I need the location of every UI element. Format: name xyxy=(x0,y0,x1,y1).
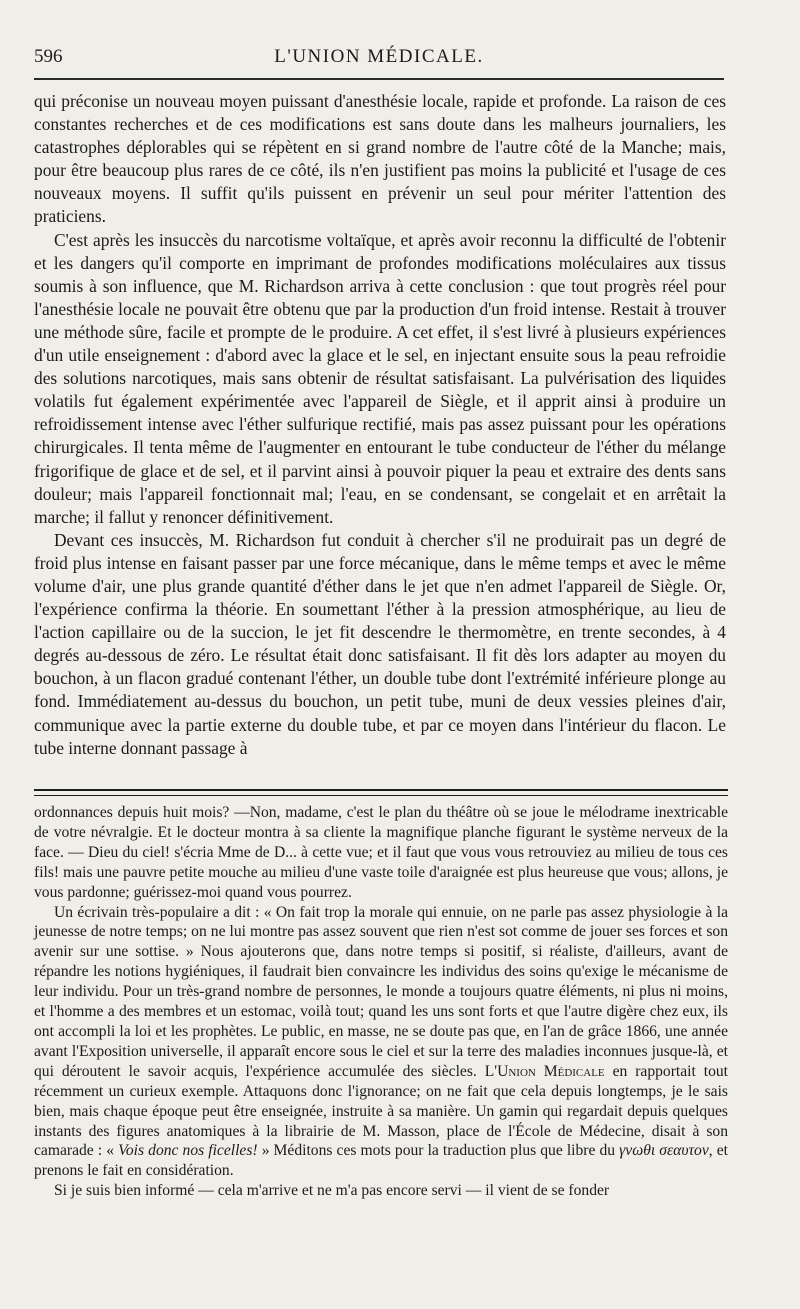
greek-phrase: γνωθι σεαυτον xyxy=(619,1142,709,1160)
running-header xyxy=(34,46,724,72)
article-paragraph: Devant ces insuccès, M. Richardson fut conduit à chercher s'il ne produirait pas un degré de froid plus intense en faisant passer par une force mécanique, dans le même temps et avec le même volume d'air, une plus grande quantité d'éther dans le jet que n'en admet l'appareil de Siègle. Or, l'expérience confirma la théorie. En soumettant l'éther à la pression atmosphérique, au lieu de l'action capillaire ou de la succion, le jet fit descendre le thermomètre, en trente secondes, à 4 degrés au-dessous de zéro. Le résultat était donc satisfaisant. Il fit dès lors adapter au moyen du bouchon, à un flacon gradué contenant l'éther, un double tube dont l'extrémité inférieure plonge au fond. Immédiatement au-dessus du bouchon, un petit tube, muni de deux vessies pleines d'air, communique avec la partie externe du double tube, et par ce moyen dans l'intérieur du flacon. Le tube interne donnant passage à xyxy=(34,529,726,758)
feuilleton-separator xyxy=(34,789,728,796)
article-paragraph: qui préconise un nouveau moyen puissant d'anesthésie locale, rapide et profonde. La raison de ces constantes recherches et de ces modifications est sans doute dans les malheurs journaliers, les catastrophes déplorables qui se répètent en si grand nombre de l'autre côté de la Manche; mais, pour être beaucoup plus rares de ce côté, ils n'en justifient pas moins la publicité et l'usage de ces nouveaux moyens. Il suffit qu'ils puissent en prévenir un seul pour mériter l'attention des praticiens. xyxy=(34,91,726,227)
journal-title: L'UNION MÉDICALE. xyxy=(274,46,484,67)
feuilleton-paragraph xyxy=(34,903,728,1182)
text-run: en rapportait tout récemment un curieux exemple. Attaquons donc l'ignorance; on ne fait que cela depuis longtemps, je le sais bien, mais chaque époque peut être enseignée, instruite à sa manière. Un gamin qui regardait depuis quelques instants des figures anatomiques à la librairie de M. Masson, place de l'École de Médecine, disait à son camarade : « xyxy=(34,1062,728,1160)
text-run: , et prenons le fait en considération. xyxy=(34,1142,729,1180)
text-run: Un écrivain très-populaire a dit : « On fait trop la morale qui ennuie, on ne parle pas assez physiologie à la jeunesse de notre temps; on ne lui montre pas assez souvent que rien n'est sot comme de jouer ses forces et son avenir sur une sottise. » Nous ajouterons que, dans notre temps si positif, si réaliste, d'ailleurs, avant de répandre les notions hygiéniques, il faudrait bien convaincre les individus des soins qu'exige le mécanisme de leur individu. Pour un très-grand nombre de personnes, le monde a toujours quatre éléments, ni plus ni moins, et l'homme a des membres et un estomac, voilà tout; quand les uns sont forts et que l'autre digère chez eux, ils ont accompli la loi et les prophètes. Le public, en masse, ne se doute pas que, en l'an de grâce 1866, une année avant l'Exposition universelle, il apparaît encore sous le ciel et sur la terre des maladies inconnues jusque-là, et qui déroutent le savoir acquis, l'expérience accumulée des siècles. xyxy=(34,903,728,1080)
italic-quote: Vois donc nos ficelles! xyxy=(118,1142,258,1160)
header-rule xyxy=(34,78,724,80)
feuilleton-paragraph: ordonnances depuis huit mois? —Non, madame, c'est le plan du théâtre où se joue le mélodrame inextricable de votre névralgie. Et le docteur montra à sa cliente la magnifique planche figurant le système nerveux de la face. — Dieu du ciel! s'écria Mme de D... à cette vue; et il faut que vous vous retrouviez au milieu de tous ces fils! mais une pauvre petite mouche au milieu d'une vaste toile d'araignée est plus heureuse que vous; allons, je vous pardonne; guérissez-moi quand vous pourrez. xyxy=(34,804,728,901)
page-number: 596 xyxy=(34,46,63,67)
journal-name-inline: L'Union Médicale xyxy=(484,1062,605,1080)
text-run: » Méditons ces mots pour la traduction plus que libre du xyxy=(257,1142,620,1160)
feuilleton-body xyxy=(34,803,728,1201)
article-paragraph: C'est après les insuccès du narcotisme voltaïque, et après avoir reconnu la difficulté de l'obtenir et les dangers qu'il comporte en imprimant de profondes modifications moléculaires aux tissus soumis à son influence, que M. Richardson arriva à cette conclusion : que tout progrès réel pour l'anesthésie locale ne pouvait être obtenu que par la production d'un froid intense. Restait à trouver une méthode sûre, facile et prompte de le produire. A cet effet, il s'est livré à plusieurs expériences d'un utile enseignement : d'abord avec la glace et le sel, en injectant ensuite sous la peau refroidie des solutions narcotiques, mais sans obtenir de résultat satisfaisant. La pulvérisation des liquides volatils fut également expérimentée avec l'appareil de Siègle, et il apprit ainsi à produire un refroidissement intense avec l'éther sulfurique rectifié, mais pas assez puissant pour les opérations chirurgicales. Il tenta même de l'augmenter en entourant le tube conducteur de l'éther du mélange frigorifique de glace et de sel, et il parvint ainsi à pouvoir piquer la peau et extraire des dents sans douleur; mais l'appareil fonctionnait mal; l'eau, en se condensant, se congelait et en arrêtait la marche; il fallut y renoncer définitivement. xyxy=(34,229,726,527)
feuilleton-paragraph: Si je suis bien informé — cela m'arrive et ne m'a pas encore servi — il vient de se fonder xyxy=(54,1182,610,1200)
article-body xyxy=(34,90,726,760)
